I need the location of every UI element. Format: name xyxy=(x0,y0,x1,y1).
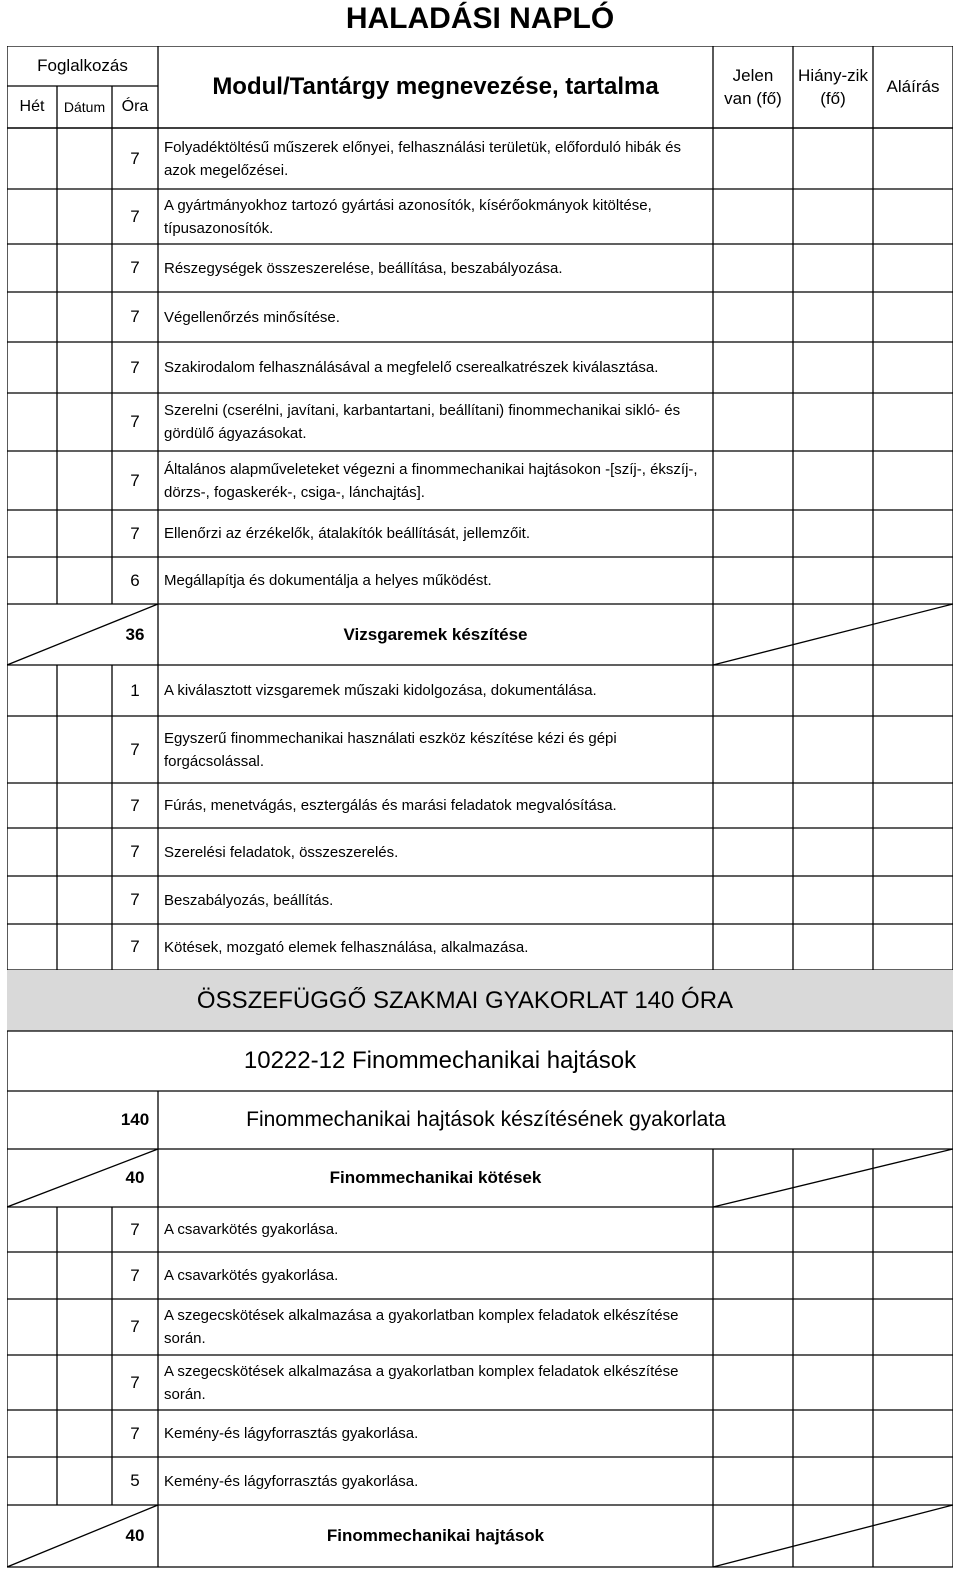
row-description: Végellenőrzés minősítése. xyxy=(164,308,340,326)
row-description: Ellenőrzi az érzékelők, átalakítók beállítását, jellemzőit. xyxy=(164,525,531,542)
topic-title: Finommechanikai kötések xyxy=(329,1168,542,1187)
row-hours: 7 xyxy=(130,1317,140,1336)
row-hours: 7 xyxy=(130,739,140,759)
row-hours: 7 xyxy=(130,1372,140,1392)
subject-hours: 140 xyxy=(120,1110,150,1129)
module-title: 10222-12 Finommechanikai hajtások xyxy=(243,1047,637,1074)
subject-title: Finommechanikai hajtások készítésének gyakorlata xyxy=(246,1108,726,1131)
row-description: Általános alapműveleteket végezni a finommechanikai hajtásokon -[szíj-, ékszíj-, dörzs-, fogaskerék-, csiga-, lánchajtás]. xyxy=(164,460,698,501)
section-banner: ÖSSZEFÜGGŐ SZAKMAI GYAKORLAT 140 ÓRA xyxy=(196,986,734,1014)
header-modul: Modul/Tantárgy megnevezése, tartalma xyxy=(212,73,659,100)
topic-hours: 40 xyxy=(125,1526,145,1545)
row-description: A csavarkötés gyakorlása. xyxy=(164,1267,339,1284)
row-description: Folyadéktöltésű műszerek előnyei, felhasználási területük, előforduló hibák és azok megelőzései. xyxy=(164,138,681,179)
row-hours: 7 xyxy=(130,890,140,909)
row-description: Fúrás, menetvágás, esztergálás és marási feladatok megvalósítása. xyxy=(164,797,617,814)
progress-log-table xyxy=(7,46,953,1570)
row-hours: 7 xyxy=(130,1423,140,1443)
row-description: A csavarkötés gyakorlása. xyxy=(164,1221,339,1238)
row-description: Kötések, mozgató elemek felhasználása, alkalmazása. xyxy=(164,938,529,956)
row-description: A gyártmányokhoz tartozó gyártási azonosítók, kísérőokmányok kitöltése, típusazonosítók. xyxy=(164,196,652,237)
row-hours: 7 xyxy=(130,523,140,543)
row-description: Egyszerű finommechanikai használati eszköz készítése kézi és gépi forgácsolással. xyxy=(164,729,617,770)
row-hours: 7 xyxy=(130,357,140,377)
row-description: Részegységek összeszerelése, beállítása, beszabályozása. xyxy=(164,259,563,277)
row-hours: 7 xyxy=(130,412,140,431)
page-title: HALADÁSI NAPLÓ xyxy=(345,2,615,35)
header-datum: Dátum xyxy=(63,99,106,115)
row-hours: 1 xyxy=(130,680,140,700)
row-hours: 5 xyxy=(130,1471,140,1490)
row-hours: 7 xyxy=(130,1265,140,1285)
row-hours: 7 xyxy=(130,937,140,956)
header-jelen-van: Jelen van (fő) xyxy=(724,66,782,108)
row-hours: 7 xyxy=(130,206,140,226)
header-ora: Óra xyxy=(121,98,149,115)
row-hours: 7 xyxy=(130,148,140,168)
row-description: Szerelni (cserélni, javítani, karbantartani, beállítani) finommechanikai sikló- és gördülő ágyazásokat. xyxy=(164,402,681,442)
row-description: A kiválasztott vizsgaremek műszaki kidolgozása, dokumentálása. xyxy=(164,682,597,699)
diagonal-strike xyxy=(713,604,953,665)
header-foglalkozas: Foglalkozás xyxy=(37,56,128,75)
topic-title: Vizsgaremek készítése xyxy=(343,624,528,644)
diagonal-strike xyxy=(713,1149,953,1207)
row-description: A szegecskötések alkalmazása a gyakorlatban komplex feladatok elkészítése során. xyxy=(164,1362,679,1403)
row-description: Szakirodalom felhasználásával a megfelelő cserealkatrészek kiválasztása. xyxy=(164,359,659,376)
topic-hours: 40 xyxy=(125,1168,145,1187)
row-description: A szegecskötések alkalmazása a gyakorlatban komplex feladatok elkészítése során. xyxy=(164,1307,679,1347)
row-description: Kemény-és lágyforrasztás gyakorlása. xyxy=(164,1425,419,1442)
row-hours: 7 xyxy=(130,307,140,326)
row-description: Megállapítja és dokumentálja a helyes működést. xyxy=(164,572,492,589)
header-alairas: Aláírás xyxy=(886,77,940,96)
row-hours: 7 xyxy=(130,795,140,815)
row-hours: 7 xyxy=(130,1219,140,1239)
topic-title: Finommechanikai hajtások xyxy=(326,1526,545,1545)
row-description: Kemény-és lágyforrasztás gyakorlása. xyxy=(164,1472,419,1490)
row-hours: 7 xyxy=(130,842,140,861)
topic-hours: 36 xyxy=(125,624,145,644)
row-description: Szerelési feladatok, összeszerelés. xyxy=(164,843,399,861)
header-het: Hét xyxy=(19,98,45,115)
row-hours: 7 xyxy=(130,470,140,490)
row-hours: 7 xyxy=(130,258,140,277)
diagonal-strike xyxy=(713,1505,953,1567)
row-hours: 6 xyxy=(130,570,140,590)
row-description: Beszabályozás, beállítás. xyxy=(164,891,334,909)
header-hianyzik: Hiány-zik (fő) xyxy=(798,66,868,108)
